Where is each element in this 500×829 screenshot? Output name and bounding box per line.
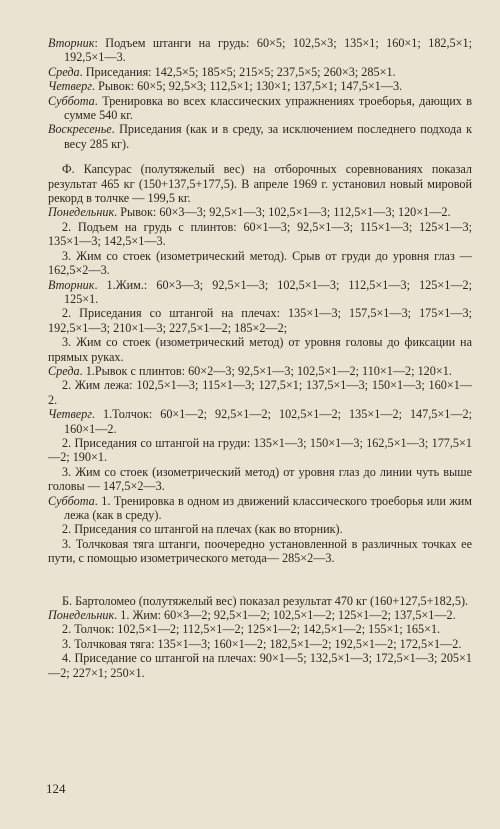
kapsuras-saturday: Суббота. 1. Тренировка в одном из движений классического троеборья или жим лежа (как в среду). xyxy=(48,493,472,522)
kapsuras-wednesday-item: 2. Жим лежа: 102,5×1—3; 115×1—3; 127,5×1; 137,5×1—3; 150×1—3; 160×1—2. xyxy=(48,378,472,407)
day-label: Вторник xyxy=(48,36,95,50)
kapsuras-monday-item: 3. Жим со стоек (изометрический метод). Срыв от груди до уровня глаз — 162,5×2—3. xyxy=(48,248,472,278)
day-label: Четверг xyxy=(48,79,92,94)
kapsuras-tuesday-item: 3. Жим со стоек (изометрический метод) от уровня головы до фиксации на прямых руках. xyxy=(48,335,472,364)
kapsuras-tuesday-item: 2. Приседания со штангой на плечах: 135×1—3; 157,5×1—3; 175×1—3; 192,5×1—3; 210×1—3; 227,5×1—2; 185×2—2; xyxy=(48,306,472,335)
kapsuras-monday: Понедельник. Рывок: 60×3—3; 92,5×1—3; 102,5×1—3; 112,5×1—3; 120×1—2. xyxy=(48,205,451,220)
page-body xyxy=(48,36,472,680)
day-label: Среда xyxy=(48,363,80,378)
kapsuras-thursday: Четверг. 1.Толчок: 60×1—2; 92,5×1—2; 102,5×1—2; 135×1—2; 147,5×1—2; 160×1—2. xyxy=(48,407,472,436)
kapsuras-saturday-item: 3. Толчковая тяга штанги, поочередно установленной в различных точках ее пути, с помощью изометрического метода— 285×2—3. xyxy=(48,536,472,566)
day-label: Среда xyxy=(48,64,80,79)
day-label: Понедельник xyxy=(48,205,115,220)
bartolomeo-monday: Понедельник. 1. Жим: 60×3—2; 92,5×1—2; 102,5×1—2; 125×1—2; 137,5×1—2. xyxy=(48,608,456,623)
day-label: Вторник xyxy=(48,277,95,292)
bartolomeo-monday-item: 4. Приседание со штангой на плечах: 90×1—5; 132,5×1—3; 172,5×1—3; 205×1—2; 227×1; 250×1. xyxy=(48,651,472,680)
kapsuras-intro: Ф. Капсурас (полутяжелый вес) на отборочных соревнованиях показал результат 465 кг (150+137,5+177,5). В апреле 1969 г. установил новый мировой рекорд в толчке — 199,5 кг. xyxy=(48,162,472,206)
page-number: 124 xyxy=(46,781,66,796)
program1-saturday: Суббота. Тренировка во всех классических упражнениях троеборья, дающих в сумме 540 кг. xyxy=(48,93,472,123)
bartolomeo-monday-item: 3. Толчковая тяга: 135×1—3; 160×1—2; 182,5×1—2; 192,5×1—2; 172,5×1—2. xyxy=(62,636,462,651)
bartolomeo-intro: Б. Бартоломео (полутяжелый вес) показал результат 470 кг (160+127,5+182,5). xyxy=(62,593,469,608)
program1-sunday: Воскресенье. Приседания (как и в среду, за исключением последнего подхода к весу 285 кг). xyxy=(48,122,472,151)
day-label: Суббота xyxy=(48,493,95,508)
kapsuras-thursday-item: 3. Жим со стоек (изометрический метод) от уровня глаз до линии чуть выше головы — 147,5×2—3. xyxy=(48,464,472,494)
kapsuras-wednesday: Среда. 1.Рывок с плинтов: 60×2—3; 92,5×1—3; 102,5×1—2; 110×1—2; 120×1. xyxy=(48,363,452,378)
kapsuras-saturday-item: 2. Приседания со штангой на плечах (как во вторник). xyxy=(62,522,343,537)
kapsuras-tuesday: Вторник. 1.Жим.: 60×3—3; 92,5×1—3; 102,5×1—3; 112,5×1—3; 125×1—2; 125×1. xyxy=(48,277,472,306)
day-label: Четверг xyxy=(48,407,92,422)
program1-wednesday: Среда. Приседания: 142,5×5; 185×5; 215×5; 237,5×5; 260×3; 285×1. xyxy=(48,64,396,79)
program1-thursday: Четверг. Рывок: 60×5; 92,5×3; 112,5×1; 130×1; 137,5×1; 147,5×1—3. xyxy=(48,79,403,94)
kapsuras-thursday-item: 2. Приседания со штангой на груди: 135×1—3; 150×1—3; 162,5×1—3; 177,5×1—2; 190×1. xyxy=(48,435,472,465)
bartolomeo-monday-item: 2. Толчок: 102,5×1—2; 112,5×1—2; 125×1—2; 142,5×1—2; 155×1; 165×1. xyxy=(62,622,441,637)
day-label: Понедельник xyxy=(48,608,115,623)
program1-tuesday: Вторник: Подъем штанги на грудь: 60×5; 102,5×3; 135×1; 160×1; 182,5×1; 192,5×1—3. xyxy=(48,36,472,65)
kapsuras-monday-item: 2. Подъем на грудь с плинтов: 60×1—3; 92,5×1—3; 115×1—3; 125×1—3; 135×1—3; 142,5×1—3. xyxy=(48,219,472,249)
day-label: Воскресенье xyxy=(48,122,112,137)
day-label: Суббота xyxy=(48,93,95,108)
